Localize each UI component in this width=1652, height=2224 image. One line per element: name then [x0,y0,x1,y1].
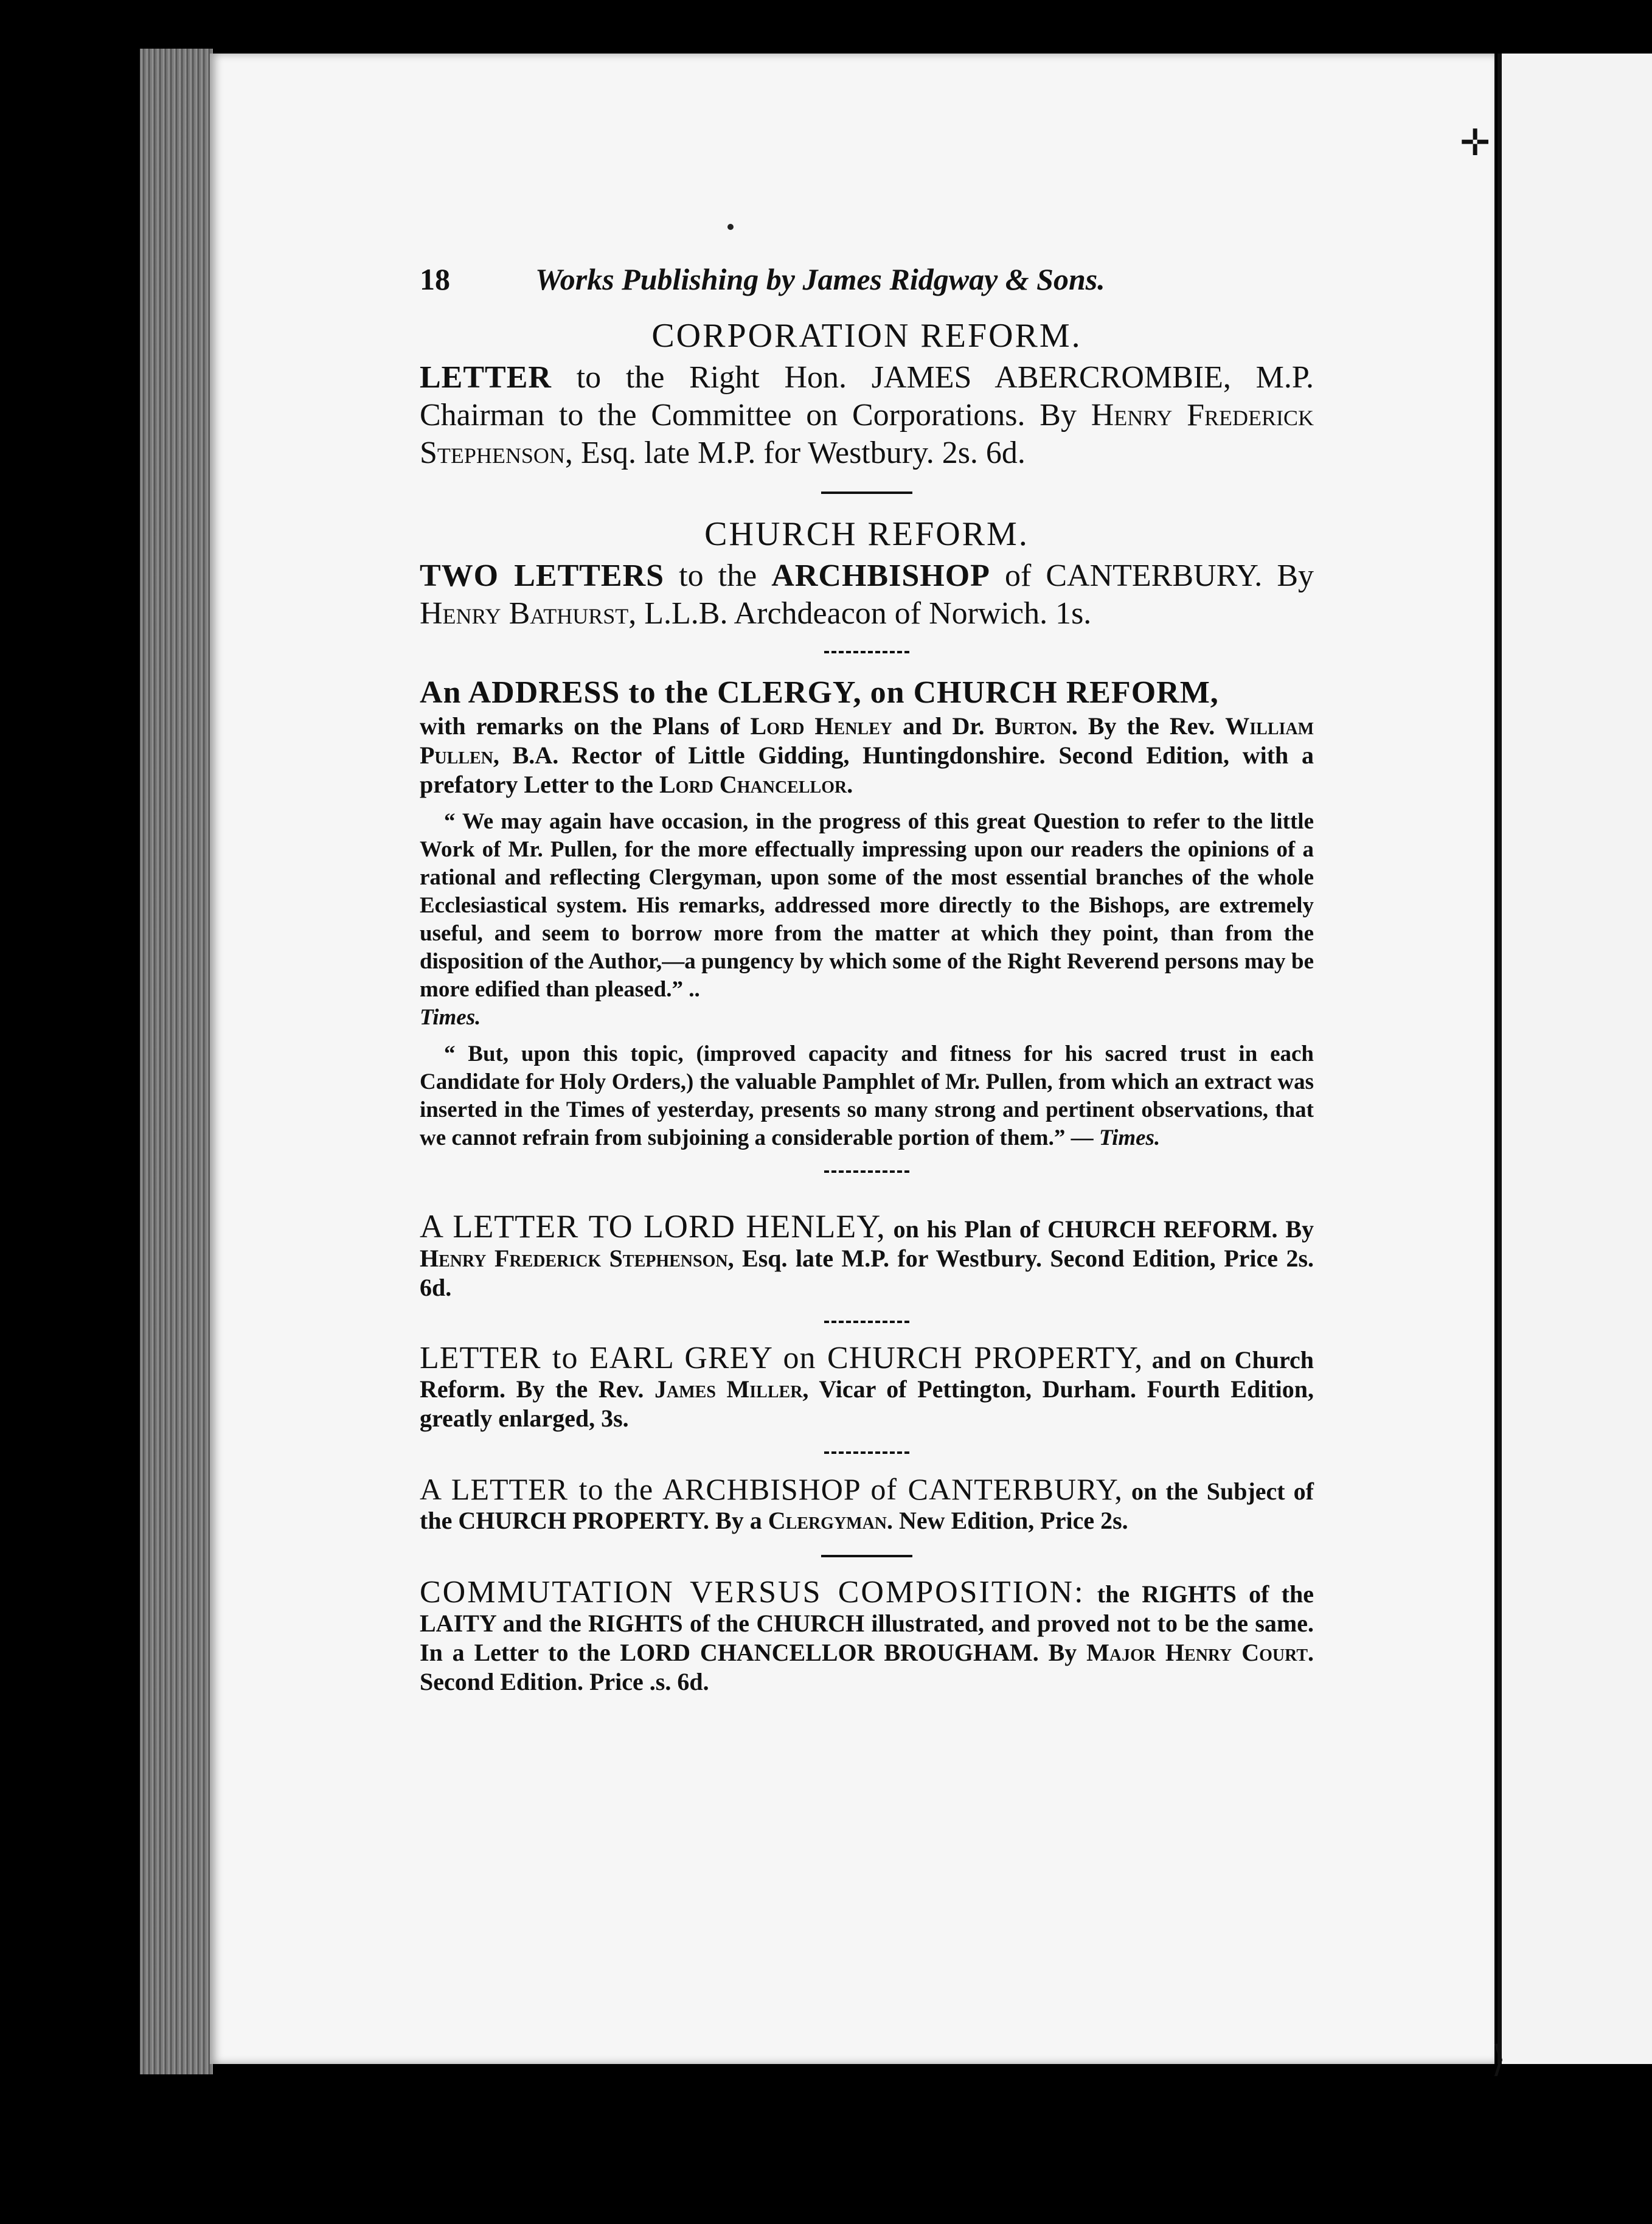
section-divider [824,1451,909,1454]
entry-text: the RIGHTS of the LAITY and the RIGHTS of the CHURCH illustrated, and proved not to be the same. In a Letter to the LORD CHANCELLOR BROUGHAM. By [420,1580,1314,1666]
entry-emphasis: ARCHBISHOP [771,558,990,593]
entry-text: to the Right Hon. JAMES ABERCROMBIE, M.P. Chairman to the Committee on Corporations. By [420,360,1314,433]
review-quote: “ We may again have occasion, in the progress of this great Question to refer to the little Work of Mr. Pullen, for the more effectually impressing upon our readers the opinions of a rational and reflecting Clergyman, upon some of the most essential branches of the whole Ecclesiastical system. His remarks, addressed more directly to the Bishops, are extremely useful, and seem to borrow more from the matter at which they point, than from the disposition of the Author,—a pungency by which some of the Right Reverend persons may be more edified than pleased.” .. [420,809,1314,1002]
entry-text: on his Plan of CHURCH REFORM. By [893,1215,1314,1243]
entry-name: Burton. [994,712,1078,740]
corporation-reform-entry [420,359,1314,472]
entry-name: Lord Henley [750,712,892,740]
review-quote [420,1040,1314,1152]
address-entry [420,712,1314,799]
section-divider [824,1321,909,1323]
section-divider [821,492,912,494]
letter-grey-entry [420,1341,1314,1433]
entry-lead: A LETTER TO LORD HENLEY, [420,1208,886,1245]
page-edge-mark-icon: ⟩ [1491,2039,1506,2079]
church-reform-heading: CHURCH REFORM. [704,515,1029,553]
entry-author: William Pullen, [420,712,1314,769]
entry-text: of CANTERBURY. By [1004,558,1314,593]
entry-tail: New Edition, Price 2s. [899,1507,1128,1534]
page-text [420,262,1314,1697]
page-number: 18 [420,262,450,296]
entry-author: Henry Frederick Stephenson, [420,1245,734,1272]
quote-text: “ But, upon this topic, (improved capacity and fitness for his sacred trust in each Candidate for Holy Orders,) the valuable Pamphlet of Mr. Pullen, from which an extract was inserted in the Times of yesterday, presents so many strong and pertinent observations, that we cannot refrain from subjoining a considerable portion of them.” — [420,1041,1314,1150]
entry-lead: LETTER to EARL GREY on CHURCH PROPERTY, [420,1341,1144,1375]
facing-page-edge [1498,54,1652,2064]
entry-lead: LETTER [420,360,552,395]
gutter-line [1498,54,1502,2064]
entry-lead: An ADDRESS to the CLERGY, on CHURCH REFORM, [420,675,1219,710]
letter-canterbury-entry [420,1472,1314,1535]
address-entry-lead [420,674,1314,712]
running-head [420,262,1314,316]
entry-author: James Miller, [654,1375,809,1403]
entry-text: on the Subject of the CHURCH PROPERTY. By a [420,1478,1314,1534]
entry-tail: Esq. late M.P. for Westbury. 2s. 6d. [580,436,1026,470]
running-title: Works Publishing by James Ridgway & Sons. [535,262,1105,296]
ink-dot [727,224,734,230]
section-divider [824,651,909,653]
entry-text: and on Church Reform. By the Rev. [420,1346,1314,1403]
entry-name: Lord Chancellor. [659,771,853,798]
entry-lead: A LETTER to the ARCHBISHOP of CANTERBURY, [420,1472,1123,1506]
book-page-edges [140,49,213,2074]
entry-text: B.A. Rector of Little Gidding, Huntingdonshire. Second Edition, with a prefatory Letter to the [420,742,1314,798]
entry-author: Henry Bathurst, [420,596,637,631]
entry-tail: Vicar of Pettington, Durham. Fourth Edition, greatly enlarged, 3s. [420,1375,1314,1432]
entry-lead: TWO LETTERS [420,558,665,593]
entry-lead: COMMUTATION VERSUS COMPOSITION: [420,1575,1085,1610]
entry-text: to the [679,558,757,593]
commutation-entry [420,1575,1314,1697]
two-letters-entry [420,557,1314,633]
entry-tail: Esq. late M.P. for Westbury. Second Edition, Price 2s. 6d. [420,1245,1314,1301]
entry-tail: L.L.B. Archdeacon of Norwich. 1s. [644,596,1092,631]
entry-author: Clergyman. [768,1507,894,1534]
quote-source: Times. [1098,1125,1161,1150]
section-divider [821,1555,912,1557]
entry-text: By the Rev. [1088,712,1215,740]
entry-text: and Dr. [903,712,985,740]
registration-mark-icon: ✛ [1460,123,1491,163]
entry-tail: Second Edition. Price .s. 6d. [420,1668,709,1695]
letter-henley-entry [420,1208,1314,1302]
entry-author: Major Henry Court. [1086,1639,1314,1666]
section-divider [824,1170,909,1173]
entry-author: Henry Frederick Stephenson, [420,398,1314,470]
entry-text: with remarks on the Plans of [420,712,740,740]
corporation-reform-heading: CORPORATION REFORM. [651,317,1082,355]
quote-source: Times. [420,1005,481,1030]
